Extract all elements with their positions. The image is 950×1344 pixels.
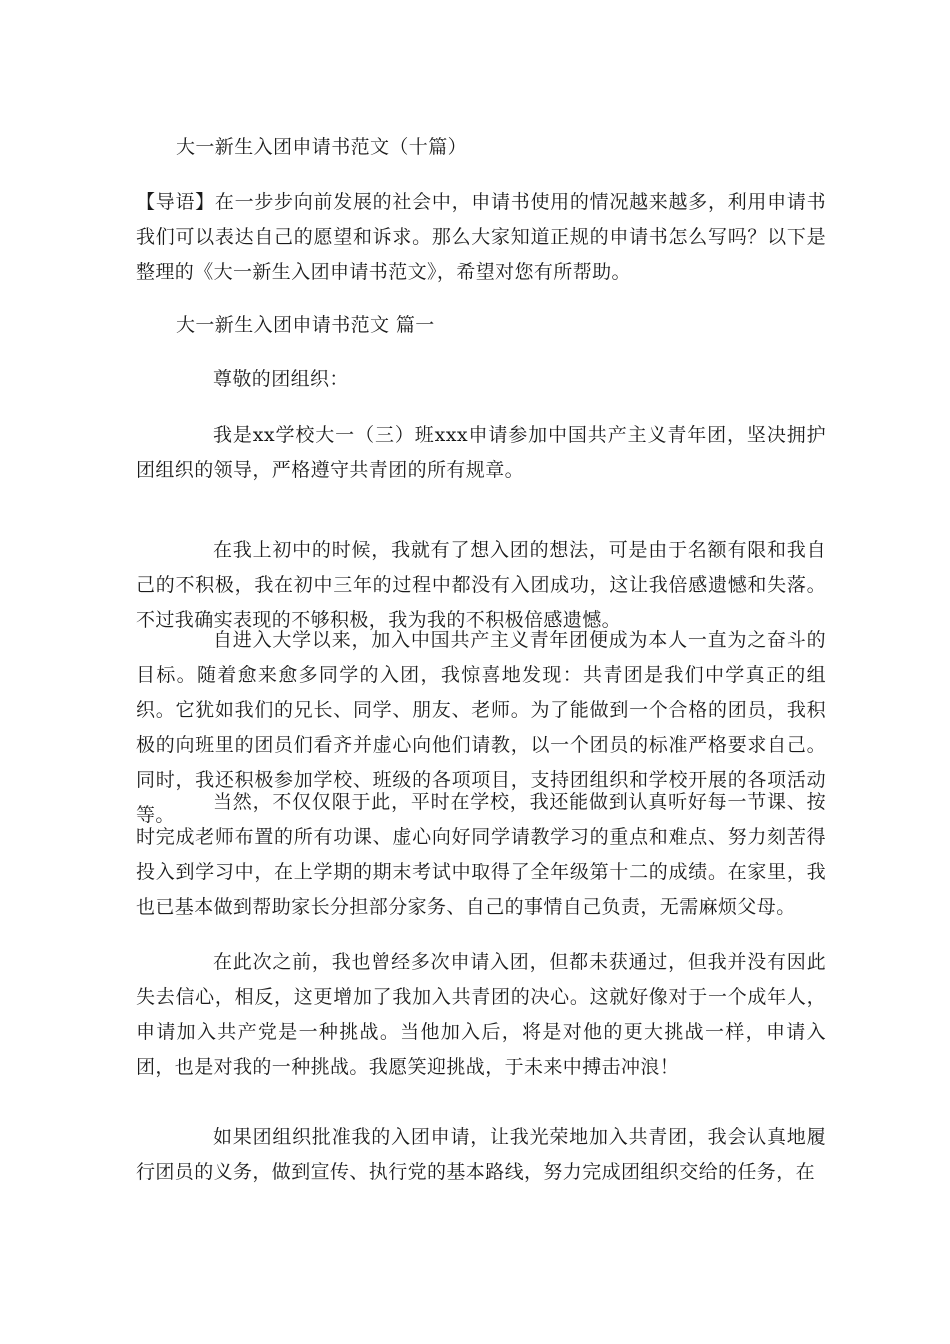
body-paragraph: 自进入大学以来，加入中国共产主义青年团便成为本人一直为之奋斗的目标。随着愈来愈多同学的入团，我惊喜地发现：共青团是我们中学真正的组织。它犹如我们的兄长、同学、朋友、老师。为了能做到一个合格的团员，我积极的向班里的团员们看齐并虚心向他们请教，以一个团员的标准严格要求自己。同时，我还积极参加学校、班级的各项项目，支持团组织和学校开展的各项活动等。 bbox=[136, 629, 826, 826]
body-paragraph: 我是xx学校大一（三）班xxx申请参加中国共产主义青年团，坚决拥护团组织的领导，严格遵守共青团的所有规章。 bbox=[136, 424, 826, 481]
salutation: 尊敬的团组织： bbox=[213, 368, 349, 390]
document-title: 大一新生入团申请书范文（十篇） bbox=[176, 136, 468, 158]
body-paragraph: 当然，不仅仅限于此，平时在学校，我还能做到认真听好每一节课、按时完成老师布置的所有功课、虚心向好同学请教学习的重点和难点、努力刻苦得投入到学习中，在上学期的期末考试中取得了全年级第十二的成绩。在家里，我也已基本做到帮助家长分担部分家务、自己的事情自己负责，无需麻烦父母。 bbox=[136, 791, 826, 918]
body-paragraph: 在此次之前，我也曾经多次申请入团，但都未获通过，但我并没有因此失去信心，相反，这更增加了我加入共青团的决心。这就好像对于一个成年人，申请加入共产党是一种挑战。当他加入后，将是对他的更大挑战一样，申请入团，也是对我的一种挑战。我愿笑迎挑战，于未来中搏击冲浪！ bbox=[136, 951, 826, 1078]
intro-paragraph: 【导语】在一步步向前发展的社会中，申请书使用的情况越来越多，利用申请书我们可以表达自己的愿望和诉求。那么大家知道正规的申请书怎么写吗？以下是整理的《大一新生入团申请书范文》，希望对您有所帮助。 bbox=[136, 191, 826, 283]
body-paragraph: 如果团组织批准我的入团申请，让我光荣地加入共青团，我会认真地履行团员的义务，做到宣传、执行党的基本路线，努力完成团组织交给的任务，在 bbox=[136, 1126, 826, 1183]
section-heading: 大一新生入团申请书范文 篇一 bbox=[176, 314, 435, 336]
body-paragraph: 在我上初中的时候，我就有了想入团的想法，可是由于名额有限和我自己的不积极，我在初中三年的过程中都没有入团成功，这让我倍感遗憾和失落。不过我确实表现的不够积极，我为我的不积极倍感遗憾。 bbox=[136, 539, 826, 631]
